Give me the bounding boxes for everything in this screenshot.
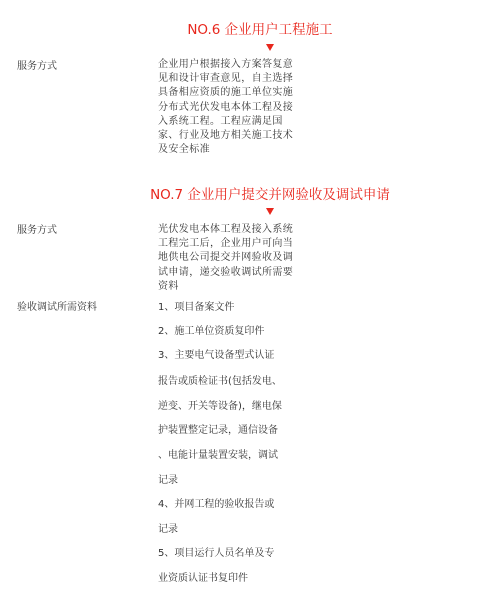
- down-arrow-icon: [266, 44, 274, 51]
- service-method-text: 光伏发电本体工程及接入系统工程完工后，企业用户可向当地供电公司提交并网验收及调试申请，递交验收调试所需要资料: [158, 224, 294, 292]
- service-method-label: 服务方式: [17, 225, 57, 236]
- down-arrow-icon: [266, 208, 274, 215]
- doc-list-item: 4、并网工程的验收报告或: [158, 499, 275, 510]
- service-method-label: 服务方式: [17, 61, 57, 72]
- doc-list-item: 业资质认证书复印件: [158, 573, 248, 584]
- doc-list-item: 5、项目运行人员名单及专: [158, 548, 275, 559]
- section-title-no7: NO.7 企业用户提交并网验收及调试申请: [150, 187, 390, 203]
- doc-list-item: 、电能计量装置安装，调试: [158, 450, 278, 461]
- doc-list-item: 记录: [158, 475, 178, 486]
- doc-list-item: 2、施工单位资质复印件: [158, 326, 265, 337]
- section-title-no6: NO.6 企业用户工程施工: [187, 22, 333, 38]
- doc-list-item: 护装置整定记录，通信设备: [158, 425, 278, 436]
- doc-list-item: 记录: [158, 524, 178, 535]
- doc-list-item: 逆变、开关等设备)，继电保: [158, 401, 282, 412]
- doc-list-item: 3、主要电气设备型式认证: [158, 350, 275, 361]
- service-method-text: 企业用户根据接入方案答复意见和设计审查意见，自主选择具备相应资质的施工单位实施分布式光伏发电本体工程及接入系统工程。工程应满足国家、行业及地方相关施工技术及安全标准: [158, 59, 294, 156]
- doc-list-item: 报告或质检证书(包括发电、: [158, 376, 282, 387]
- required-docs-label: 验收调试所需资料: [17, 302, 97, 313]
- doc-list-item: 1、项目备案文件: [158, 302, 235, 313]
